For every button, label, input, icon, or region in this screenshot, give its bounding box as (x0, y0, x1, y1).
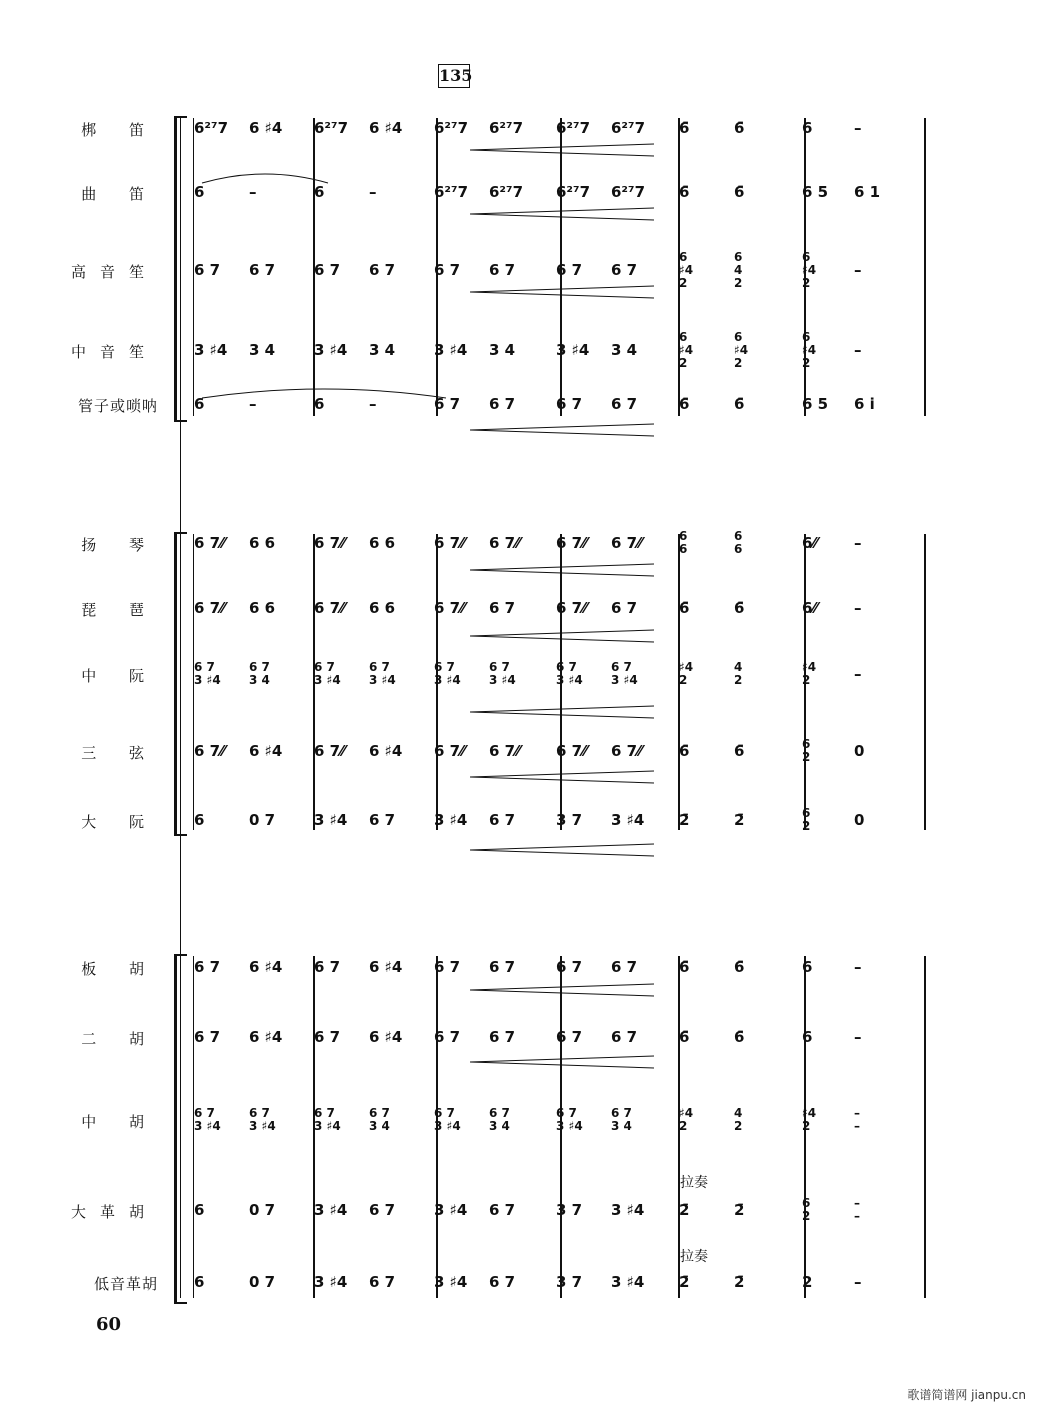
note-group: 6²⁷7 (489, 119, 524, 137)
note-group: – (854, 261, 862, 279)
note-group: 2̄ (679, 1201, 690, 1219)
note-group: 6²⁷7 (194, 119, 229, 137)
note-group: 6²⁷7 (556, 183, 591, 201)
note-group: 6 7 3 ♯4 (249, 1106, 276, 1133)
note-group: 6 ♯4 2 (679, 329, 694, 370)
note-group: 6 7⁄⁄ (611, 534, 643, 552)
note-group: 6 7 3 ♯4 (369, 660, 396, 687)
note-group: – (854, 534, 862, 552)
note-group: – (854, 119, 862, 137)
note-group: 6 (194, 1201, 205, 1219)
note-group: 6 7 3 ♯4 (611, 660, 638, 687)
note-group: 6 7 3 ♯4 (314, 660, 341, 687)
note-group: 6̄ (734, 742, 745, 760)
note-group: 6 ♯4 (249, 958, 283, 976)
note-group: 6̄ (679, 395, 690, 413)
note-group: 6 7 3 4 (249, 660, 270, 687)
note-group: 3 4 (369, 341, 396, 359)
instrument-label: 扬 琴 (81, 536, 158, 554)
note-group: 3 ♯4 (611, 1201, 645, 1219)
crescendo-hairpin (470, 629, 656, 643)
note-group: 6⁄⁄ (802, 599, 818, 617)
note-group: 6 7 (434, 958, 461, 976)
note-group: 6 7⁄⁄ (434, 742, 466, 760)
note-group: 6 2 (802, 1196, 811, 1223)
instrument-label: 三 弦 (81, 744, 158, 762)
note-group: 6̄ (734, 958, 745, 976)
note-group: 6̄ (679, 119, 690, 137)
note-group: 6 7 (249, 261, 276, 279)
note-group: 3 4 (249, 341, 276, 359)
note-group: 6 6 (369, 599, 396, 617)
note-group: 6̄ (679, 183, 690, 201)
note-group: 3 ♯4 (434, 811, 468, 829)
note-group: 6 (802, 1028, 813, 1046)
note-group: 6 7 (611, 1028, 638, 1046)
note-group: – (854, 958, 862, 976)
bowing-annotation: 拉奏 (680, 1175, 708, 1191)
note-group: 6̄ (679, 599, 690, 617)
note-group: 6 7 3 4 (611, 1106, 632, 1133)
note-group: 6̄ (734, 119, 745, 137)
note-group: 6⁄⁄ (802, 534, 818, 552)
note-group: 6 7 3 ♯4 (434, 660, 461, 687)
note-group: 6 7 (489, 395, 516, 413)
note-group: 6 6 (249, 534, 276, 552)
note-group: 6 5 (802, 183, 829, 201)
rehearsal-mark: 135 (438, 64, 470, 88)
note-group: 6 (314, 395, 325, 413)
note-group: 6 7 3 4 (489, 1106, 510, 1133)
note-group: 6 7 (489, 958, 516, 976)
note-group: 3 ♯4 (314, 341, 348, 359)
note-group: 6̄ (734, 395, 745, 413)
note-group: ♯4 2 (802, 1106, 817, 1133)
note-group: 6 7 3 ♯4 (556, 1106, 583, 1133)
note-group: 6 7 3 4 (369, 1106, 390, 1133)
barline (924, 118, 926, 416)
note-group: 2̄ (679, 1273, 690, 1291)
instrument-label: 中 阮 (81, 667, 158, 685)
instrument-label: 高音笙 (70, 263, 158, 281)
barline (924, 956, 926, 1298)
note-group: 6 7 (194, 261, 221, 279)
note-group: 3 ♯4 (314, 1201, 348, 1219)
crescendo-hairpin (470, 770, 656, 784)
note-group: 0 7 (249, 811, 276, 829)
note-group: 3 ♯4 (611, 811, 645, 829)
watermark: 歌谱简谱网 jianpu.cn (907, 1388, 1026, 1402)
note-group: 6 7⁄⁄ (489, 742, 521, 760)
note-group: 6 7 (194, 1028, 221, 1046)
bowing-annotation: 拉奏 (680, 1249, 708, 1265)
note-group: 2̄ (734, 1273, 745, 1291)
note-group: 6 (194, 183, 205, 201)
note-group: 6̄ (734, 599, 745, 617)
note-group: – (854, 1028, 862, 1046)
note-group: 6 7 (369, 1201, 396, 1219)
note-group: – (854, 599, 862, 617)
note-group: 6 7⁄⁄ (434, 534, 466, 552)
note-group: 6 ♯4 (369, 742, 403, 760)
note-group: 6 7⁄⁄ (434, 599, 466, 617)
instrument-label: 管子或唢呐 (77, 397, 158, 415)
note-group: 6 7 (556, 1028, 583, 1046)
note-group: 6 7⁄⁄ (314, 599, 346, 617)
note-group: ♯4 2 (802, 660, 817, 687)
note-group: 6 ♯4 2 (734, 329, 749, 370)
instrument-label: 板 胡 (81, 960, 158, 978)
note-group: – (854, 1273, 862, 1291)
barline (924, 534, 926, 830)
note-group: 6 7⁄⁄ (489, 534, 521, 552)
note-group: 6 i (854, 395, 875, 413)
note-group: 6 4 2 (734, 249, 743, 290)
note-group: 6 7 (489, 261, 516, 279)
note-group: – (369, 395, 377, 413)
note-group: 3 ♯4 (434, 1273, 468, 1291)
note-group: 4 2 (734, 1106, 743, 1133)
note-group: 3 4 (489, 341, 516, 359)
note-group: 6 7 (434, 395, 461, 413)
note-group: 3 ♯4 (194, 341, 228, 359)
instrument-label: 低音革胡 (93, 1275, 158, 1293)
note-group: 6 7 3 ♯4 (556, 660, 583, 687)
note-group: 6 7⁄⁄ (194, 599, 226, 617)
note-group: 6²⁷7 (314, 119, 349, 137)
note-group: 6 ♯4 (249, 742, 283, 760)
note-group: 6 7⁄⁄ (314, 534, 346, 552)
note-group: ♯4 2 (679, 1106, 694, 1133)
note-group: 6²⁷7 (611, 183, 646, 201)
note-group: 6 ♯4 2 (679, 249, 694, 290)
crescendo-hairpin (470, 143, 656, 157)
instrument-label: 中 胡 (81, 1113, 158, 1131)
note-group: 6 6 (369, 534, 396, 552)
note-group: – (854, 341, 862, 359)
page-number: 60 (96, 1314, 122, 1335)
note-group: – (854, 665, 862, 683)
note-group: 6 1 (854, 183, 881, 201)
note-group: 6 ♯4 (369, 119, 403, 137)
note-group: 3 7 (556, 1273, 583, 1291)
slur (200, 385, 448, 404)
note-group: 6 7 3 ♯4 (489, 660, 516, 687)
note-group: 2̄ (734, 811, 745, 829)
note-group: 6 7 (489, 599, 516, 617)
note-group: 6 6 (679, 529, 688, 556)
crescendo-hairpin (470, 983, 656, 997)
note-group: 6²⁷7 (434, 183, 469, 201)
crescendo-hairpin (470, 285, 656, 299)
note-group: 6 7 (369, 811, 396, 829)
note-group: 3 ♯4 (434, 341, 468, 359)
note-group: 6 7 (434, 261, 461, 279)
note-group: 6 ♯4 (249, 1028, 283, 1046)
note-group: 6 7 (489, 1028, 516, 1046)
note-group: 6 7 (314, 1028, 341, 1046)
note-group: 3 ♯4 (556, 341, 590, 359)
note-group: 6 6 (249, 599, 276, 617)
note-group: 6 7 3 ♯4 (434, 1106, 461, 1133)
note-group: 3 ♯4 (314, 811, 348, 829)
note-group: 6 7 3 ♯4 (194, 1106, 221, 1133)
note-group: 3 ♯4 (314, 1273, 348, 1291)
note-group: 6 (802, 119, 813, 137)
slur (200, 170, 330, 189)
note-group: 6 (194, 811, 205, 829)
note-group: 6 (194, 1273, 205, 1291)
note-group: 3 4 (611, 341, 638, 359)
crescendo-hairpin (470, 207, 656, 221)
note-group: 6²⁷7 (556, 119, 591, 137)
crescendo-hairpin (470, 705, 656, 719)
crescendo-hairpin (470, 1055, 656, 1069)
instrument-label: 大 阮 (81, 813, 158, 831)
note-group: 2̄ (679, 811, 690, 829)
note-group: 6 (802, 958, 813, 976)
note-group: – (249, 183, 257, 201)
note-group: 4 2 (734, 660, 743, 687)
note-group: 3 7 (556, 1201, 583, 1219)
note-group: – (249, 395, 257, 413)
instrument-label: 琵 琶 (81, 601, 158, 619)
note-group: 6 2 (802, 806, 811, 833)
note-group: 0 7 (249, 1201, 276, 1219)
note-group: 6 7 3 ♯4 (194, 660, 221, 687)
note-group: 6 ♯4 2 (802, 329, 817, 370)
note-group: 6 ♯4 (249, 119, 283, 137)
instrument-label: 二 胡 (81, 1030, 158, 1048)
note-group: 6 ♯4 2 (802, 249, 817, 290)
instrument-label: 曲 笛 (81, 185, 158, 203)
note-group: 6 7 (556, 261, 583, 279)
note-group: 6 7 (434, 1028, 461, 1046)
note-group: 6 7⁄⁄ (556, 742, 588, 760)
note-group: 3 7 (556, 811, 583, 829)
note-group: 6̄ (734, 1028, 745, 1046)
note-group: 3 ♯4 (434, 1201, 468, 1219)
note-group: – – (854, 1196, 860, 1223)
note-group: 6 7⁄⁄ (314, 742, 346, 760)
note-group: 6 7⁄⁄ (556, 534, 588, 552)
instrument-label: 梆 笛 (81, 121, 158, 139)
note-group: 6 7⁄⁄ (194, 534, 226, 552)
note-group: 6 ♯4 (369, 958, 403, 976)
note-group: 6²⁷7 (611, 119, 646, 137)
note-group: 6 (194, 395, 205, 413)
note-group: 6 ♯4 (369, 1028, 403, 1046)
note-group: 0 (854, 742, 865, 760)
note-group: 0 (854, 811, 865, 829)
note-group: 6 7⁄⁄ (556, 599, 588, 617)
note-group: 6 7 (194, 958, 221, 976)
note-group: 6 7 (369, 261, 396, 279)
note-group: 6 7 (611, 395, 638, 413)
note-group: 6 7 (611, 599, 638, 617)
note-group: 6²⁷7 (434, 119, 469, 137)
note-group: 6 7 (489, 811, 516, 829)
note-group: 6 7 (369, 1273, 396, 1291)
note-group: – (369, 183, 377, 201)
note-group: 6 7 (556, 395, 583, 413)
note-group: 2 (802, 1273, 813, 1291)
note-group: 2̄ (734, 1201, 745, 1219)
crescendo-hairpin (470, 843, 656, 857)
instrument-label: 中音笙 (70, 343, 158, 361)
crescendo-hairpin (470, 563, 656, 577)
note-group: 0 7 (249, 1273, 276, 1291)
note-group: 3 ♯4 (611, 1273, 645, 1291)
note-group: 6 5 (802, 395, 829, 413)
note-group: 6 7 (611, 958, 638, 976)
note-group: 6 7 3 ♯4 (314, 1106, 341, 1133)
note-group: 6 7⁄⁄ (611, 742, 643, 760)
note-group: 6̄ (679, 1028, 690, 1046)
note-group: 6 (314, 183, 325, 201)
crescendo-hairpin (470, 423, 656, 437)
note-group: ♯4 2 (679, 660, 694, 687)
note-group: – – (854, 1106, 860, 1133)
note-group: 6̄ (679, 958, 690, 976)
note-group: 6 2 (802, 737, 811, 764)
note-group: 6²⁷7 (489, 183, 524, 201)
note-group: 6 7 (314, 958, 341, 976)
note-group: 6 7 (489, 1201, 516, 1219)
note-group: 6 7⁄⁄ (194, 742, 226, 760)
note-group: 6̄ (679, 742, 690, 760)
note-group: 6̄ (734, 183, 745, 201)
note-group: 6 7 (611, 261, 638, 279)
note-group: 6 6 (734, 529, 743, 556)
note-group: 6 7 (314, 261, 341, 279)
note-group: 6 7 (556, 958, 583, 976)
instrument-label: 大革胡 (70, 1203, 158, 1221)
note-group: 6 7 (489, 1273, 516, 1291)
system-connector (180, 118, 181, 1298)
